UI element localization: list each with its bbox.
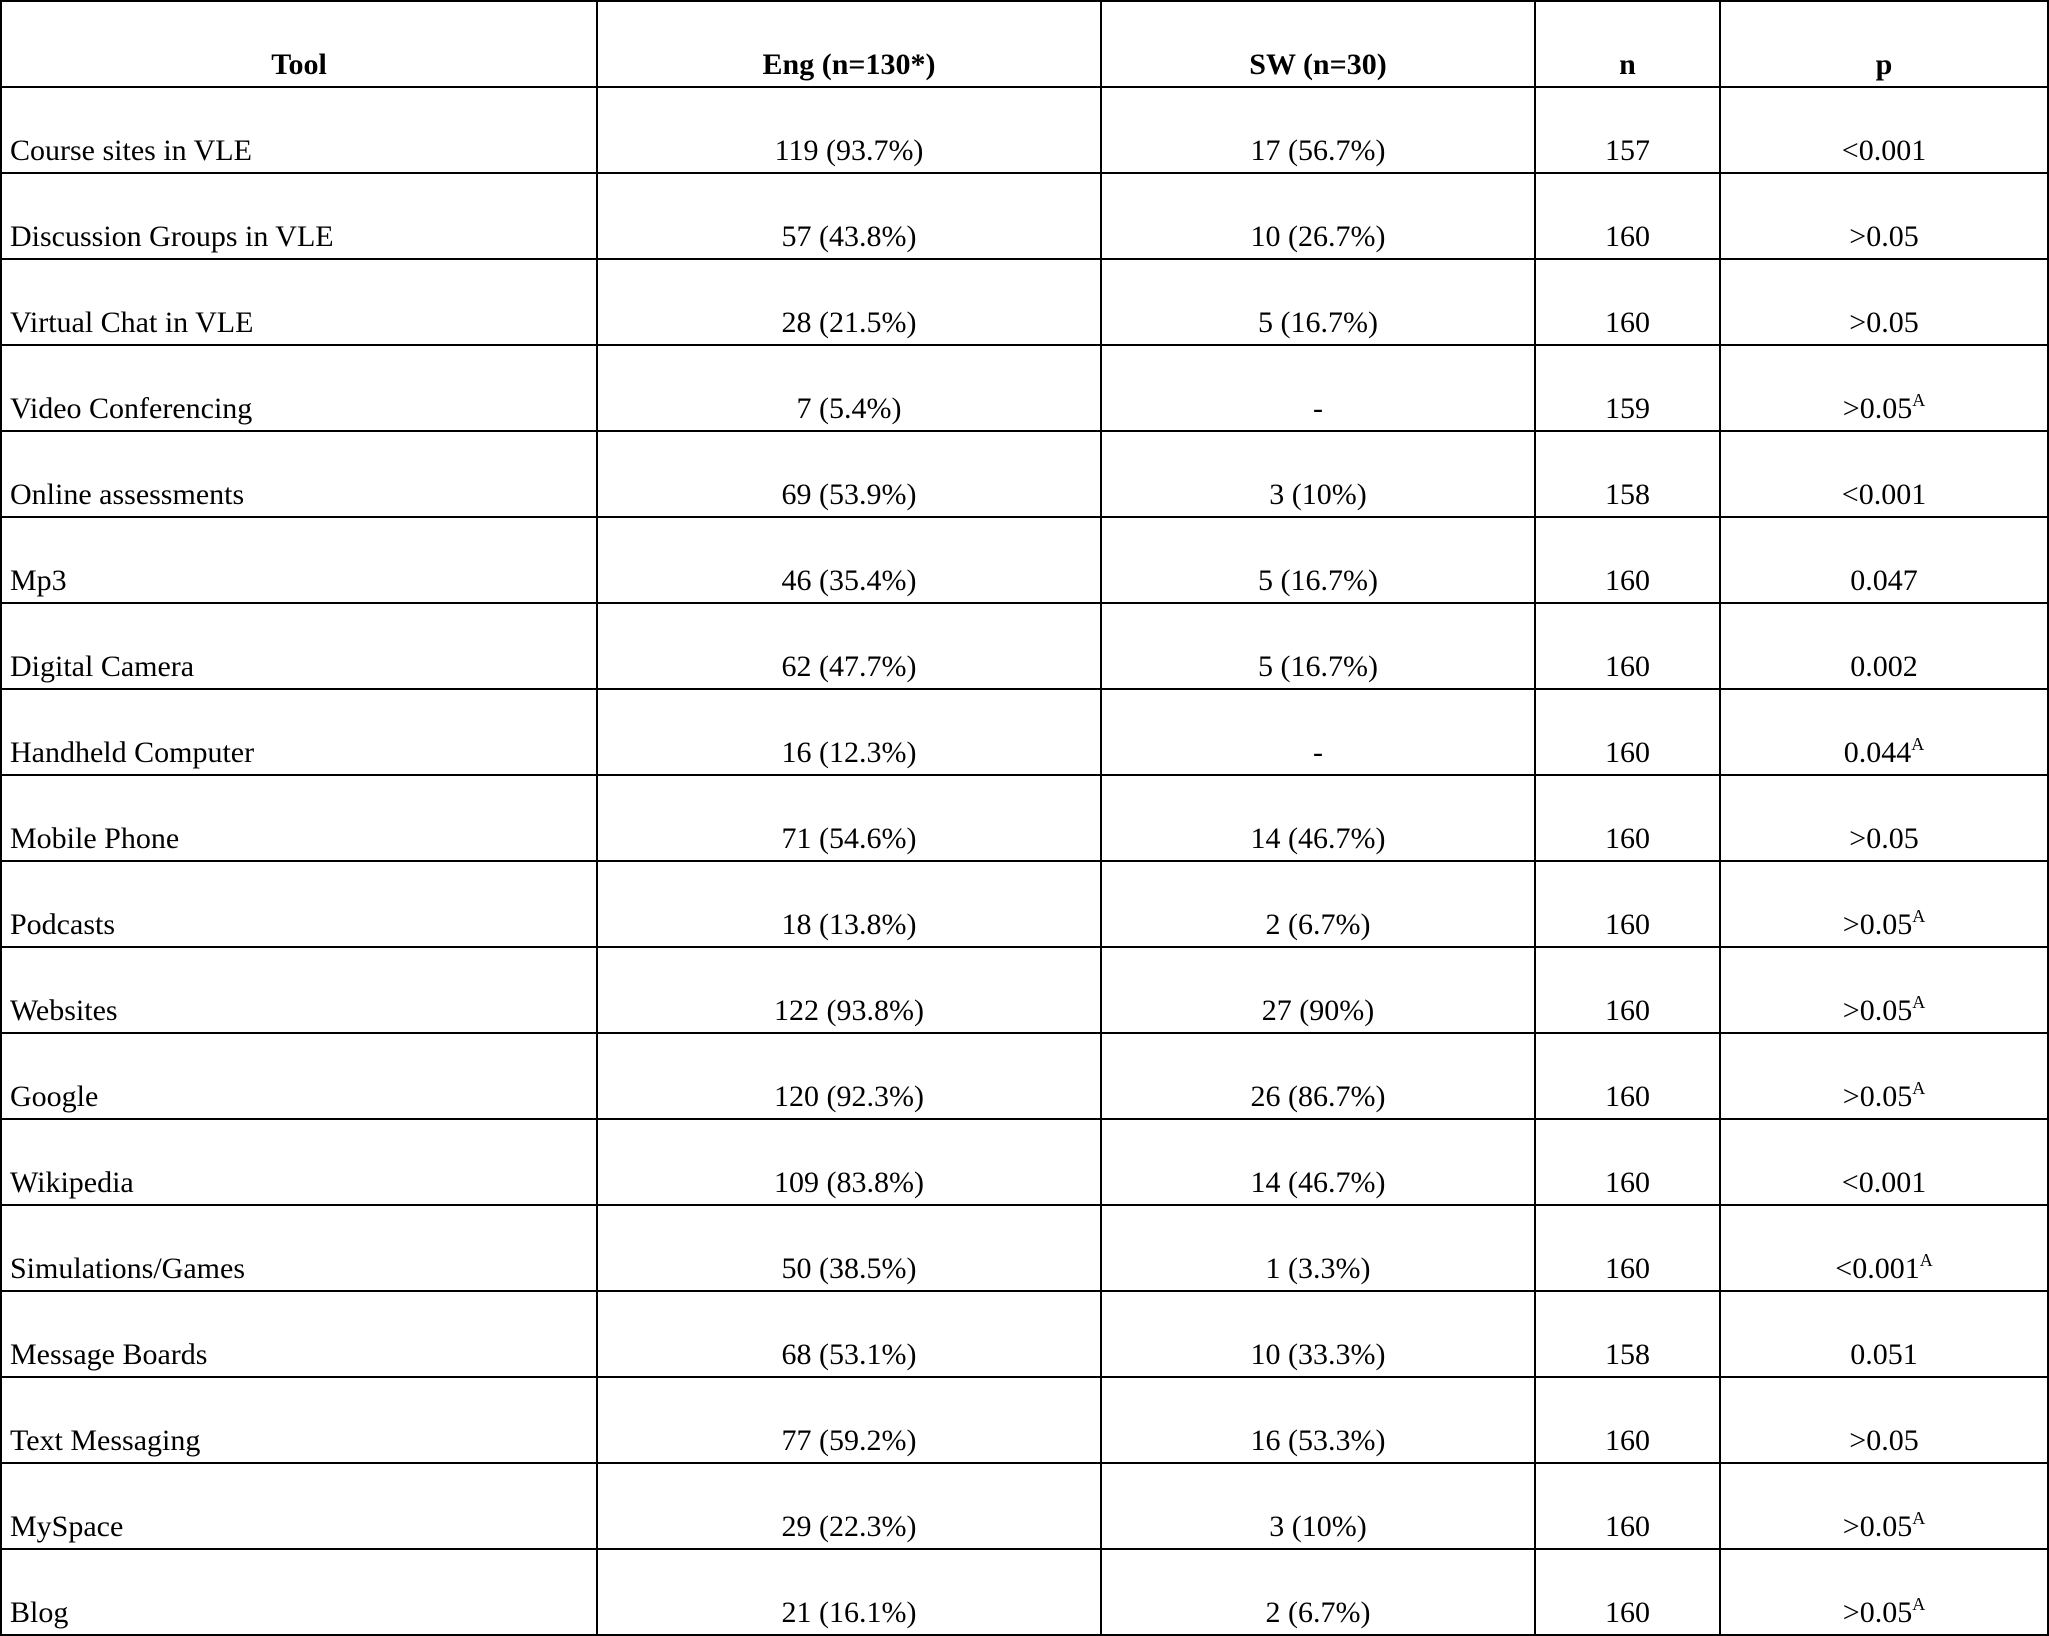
cell-eng-text: 57 (43.8%) (781, 220, 917, 253)
cell-tool-text: MySpace (10, 1510, 124, 1543)
cell-tool (1, 689, 597, 775)
cell-sw-text: 3 (10%) (1269, 1510, 1367, 1543)
cell-p-text: <0.001 (1841, 478, 1927, 511)
cell-eng-text: 120 (92.3%) (774, 1080, 924, 1113)
cell-sw (1101, 345, 1535, 431)
cell-sw (1101, 259, 1535, 345)
cell-sw (1101, 1549, 1535, 1635)
cell-tool-text: Course sites in VLE (10, 134, 252, 167)
footnote-mark: A (1912, 1078, 1926, 1098)
table-body (1, 87, 2048, 1635)
cell-n (1535, 1119, 1720, 1205)
cell-sw (1101, 689, 1535, 775)
cell-eng (597, 1463, 1101, 1549)
cell-eng-text: 68 (53.1%) (781, 1338, 917, 1371)
table-row (1, 1119, 2048, 1205)
cell-tool-text: Discussion Groups in VLE (10, 220, 334, 253)
cell-p (1720, 259, 2048, 345)
table-row (1, 173, 2048, 259)
cell-p-text: 0.047 (1850, 564, 1918, 597)
cell-sw-text: 17 (56.7%) (1250, 134, 1386, 167)
cell-n (1535, 173, 1720, 259)
table-row (1, 1549, 2048, 1635)
footnote-mark: A (1912, 1594, 1926, 1614)
cell-n-text: 160 (1605, 564, 1650, 597)
cell-p-text: >0.05 (1842, 994, 1913, 1027)
cell-p (1720, 1463, 2048, 1549)
cell-sw (1101, 1463, 1535, 1549)
cell-tool (1, 87, 597, 173)
cell-p-text: >0.05 (1842, 908, 1913, 941)
cell-eng (597, 431, 1101, 517)
cell-eng-text: 119 (93.7%) (774, 134, 924, 167)
cell-n (1535, 689, 1720, 775)
cell-sw (1101, 431, 1535, 517)
cell-n (1535, 1377, 1720, 1463)
cell-tool (1, 173, 597, 259)
cell-eng-text: 16 (12.3%) (781, 736, 917, 769)
cell-sw-text: - (1313, 736, 1323, 769)
cell-eng-text: 46 (35.4%) (781, 564, 917, 597)
cell-n-text: 160 (1605, 1080, 1650, 1113)
cell-eng (597, 689, 1101, 775)
cell-eng (597, 603, 1101, 689)
cell-sw (1101, 1119, 1535, 1205)
cell-tool (1, 1549, 597, 1635)
cell-tool-text: Simulations/Games (10, 1252, 245, 1285)
cell-sw-text: 26 (86.7%) (1250, 1080, 1386, 1113)
cell-n (1535, 861, 1720, 947)
table-row (1, 1291, 2048, 1377)
cell-n-text: 160 (1605, 736, 1650, 769)
cell-eng-text: 50 (38.5%) (781, 1252, 917, 1285)
footnote-mark: A (1912, 906, 1926, 926)
cell-eng (597, 345, 1101, 431)
cell-p (1720, 689, 2048, 775)
table-row (1, 1033, 2048, 1119)
table-row (1, 87, 2048, 173)
cell-eng-text: 109 (83.8%) (774, 1166, 924, 1199)
table-row (1, 259, 2048, 345)
cell-n-text: 159 (1605, 392, 1650, 425)
cell-sw-text: 14 (46.7%) (1250, 822, 1386, 855)
cell-tool (1, 1291, 597, 1377)
cell-tool (1, 603, 597, 689)
footnote-mark: A (1912, 390, 1926, 410)
cell-eng (597, 173, 1101, 259)
table-row (1, 947, 2048, 1033)
cell-p (1720, 775, 2048, 861)
cell-sw (1101, 1291, 1535, 1377)
cell-tool (1, 1205, 597, 1291)
cell-sw-text: 16 (53.3%) (1250, 1424, 1386, 1457)
cell-p (1720, 861, 2048, 947)
cell-tool-text: Google (10, 1080, 99, 1113)
table-row (1, 431, 2048, 517)
cell-n (1535, 259, 1720, 345)
cell-sw (1101, 173, 1535, 259)
cell-eng (597, 1291, 1101, 1377)
cell-eng-text: 122 (93.8%) (774, 994, 924, 1027)
cell-sw (1101, 517, 1535, 603)
cell-tool-text: Websites (10, 994, 118, 1027)
cell-sw (1101, 861, 1535, 947)
cell-sw (1101, 87, 1535, 173)
cell-n-text: 160 (1605, 822, 1650, 855)
cell-n (1535, 1463, 1720, 1549)
cell-tool-text: Video Conferencing (10, 392, 253, 425)
cell-tool (1, 1463, 597, 1549)
table-row (1, 345, 2048, 431)
cell-sw (1101, 603, 1535, 689)
cell-n-text: 157 (1605, 134, 1650, 167)
cell-eng (597, 259, 1101, 345)
cell-p-text: 0.002 (1850, 650, 1918, 683)
cell-tool (1, 861, 597, 947)
cell-p (1720, 1119, 2048, 1205)
table-row (1, 689, 2048, 775)
cell-sw-text: 10 (33.3%) (1250, 1338, 1386, 1371)
cell-p-text: 0.044 (1843, 736, 1912, 769)
cell-n (1535, 1549, 1720, 1635)
cell-tool-text: Text Messaging (10, 1424, 201, 1457)
cell-eng-text: 69 (53.9%) (781, 478, 917, 511)
cell-sw-text: 14 (46.7%) (1250, 1166, 1386, 1199)
cell-p-text: >0.05 (1842, 1080, 1913, 1113)
cell-n (1535, 603, 1720, 689)
cell-eng (597, 861, 1101, 947)
cell-tool-text: Digital Camera (10, 650, 195, 683)
footnote-mark: A (1911, 734, 1925, 754)
cell-p (1720, 603, 2048, 689)
cell-sw-text: 5 (16.7%) (1258, 306, 1378, 339)
cell-sw-text: 2 (6.7%) (1265, 908, 1371, 941)
cell-p-text: >0.05 (1849, 306, 1919, 339)
cell-tool (1, 345, 597, 431)
cell-p (1720, 517, 2048, 603)
cell-tool (1, 775, 597, 861)
cell-eng (597, 1377, 1101, 1463)
cell-eng (597, 517, 1101, 603)
table-row (1, 775, 2048, 861)
cell-tool-text: Handheld Computer (10, 736, 255, 769)
cell-p (1720, 87, 2048, 173)
cell-p-text: >0.05 (1849, 1424, 1919, 1457)
footnote-mark: A (1912, 1508, 1926, 1528)
cell-p-text: <0.001 (1835, 1252, 1920, 1285)
cell-n (1535, 1205, 1720, 1291)
cell-tool-text: Podcasts (10, 908, 115, 941)
cell-tool-text: Online assessments (10, 478, 245, 511)
cell-tool (1, 431, 597, 517)
cell-tool-text: Virtual Chat in VLE (10, 306, 254, 339)
footnote-mark: A (1919, 1250, 1933, 1270)
cell-eng (597, 1119, 1101, 1205)
cell-n (1535, 345, 1720, 431)
table-row (1, 861, 2048, 947)
cell-sw (1101, 1205, 1535, 1291)
cell-n-text: 158 (1605, 1338, 1650, 1371)
table-row (1, 1377, 2048, 1463)
cell-tool-text: Wikipedia (10, 1166, 134, 1199)
cell-tool (1, 259, 597, 345)
cell-n (1535, 517, 1720, 603)
cell-p (1720, 1377, 2048, 1463)
cell-sw-text: 2 (6.7%) (1265, 1596, 1371, 1629)
cell-n-text: 160 (1605, 1252, 1650, 1285)
cell-n (1535, 947, 1720, 1033)
cell-n (1535, 431, 1720, 517)
cell-eng (597, 1033, 1101, 1119)
header-row (1, 1, 2048, 87)
cell-sw (1101, 775, 1535, 861)
cell-p (1720, 1033, 2048, 1119)
header-p: p (1720, 1, 2048, 87)
cell-n-text: 160 (1605, 1424, 1650, 1457)
cell-p (1720, 1205, 2048, 1291)
cell-p (1720, 173, 2048, 259)
cell-p-text: <0.001 (1841, 1166, 1927, 1199)
table-row (1, 1205, 2048, 1291)
cell-n-text: 160 (1605, 650, 1650, 683)
cell-n-text: 160 (1605, 306, 1650, 339)
cell-eng-text: 18 (13.8%) (781, 908, 917, 941)
cell-p-text: >0.05 (1849, 220, 1919, 253)
cell-p-text: >0.05 (1842, 1510, 1913, 1543)
cell-tool (1, 517, 597, 603)
cell-sw-text: 3 (10%) (1269, 478, 1367, 511)
cell-sw-text: 5 (16.7%) (1258, 650, 1378, 683)
cell-tool-text: Mp3 (10, 564, 67, 597)
cell-eng (597, 1205, 1101, 1291)
cell-eng-text: 29 (22.3%) (781, 1510, 917, 1543)
cell-n-text: 158 (1605, 478, 1650, 511)
cell-n (1535, 775, 1720, 861)
cell-n-text: 160 (1605, 1510, 1650, 1543)
cell-p (1720, 947, 2048, 1033)
cell-tool-text: Blog (10, 1596, 69, 1629)
cell-sw (1101, 947, 1535, 1033)
cell-sw (1101, 1377, 1535, 1463)
cell-n-text: 160 (1605, 994, 1650, 1027)
header-sw: SW (n=30) (1101, 1, 1535, 87)
cell-eng (597, 775, 1101, 861)
cell-p (1720, 1549, 2048, 1635)
footnote-mark: A (1912, 992, 1926, 1012)
cell-n-text: 160 (1605, 1596, 1650, 1629)
cell-sw-text: 5 (16.7%) (1258, 564, 1378, 597)
cell-p-text: >0.05 (1849, 822, 1919, 855)
cell-sw-text: 1 (3.3%) (1265, 1252, 1371, 1285)
header-eng: Eng (n=130*) (597, 1, 1101, 87)
cell-p-text: <0.001 (1841, 134, 1927, 167)
cell-eng (597, 947, 1101, 1033)
cell-p-text: >0.05 (1842, 392, 1913, 425)
cell-eng-text: 71 (54.6%) (781, 822, 917, 855)
cell-eng-text: 21 (16.1%) (781, 1596, 917, 1629)
cell-n-text: 160 (1605, 220, 1650, 253)
cell-tool-text: Message Boards (10, 1338, 208, 1371)
cell-eng (597, 1549, 1101, 1635)
cell-p (1720, 1291, 2048, 1377)
cell-sw-text: 27 (90%) (1261, 994, 1375, 1027)
header-n: n (1535, 1, 1720, 87)
cell-tool (1, 947, 597, 1033)
cell-eng-text: 77 (59.2%) (781, 1424, 917, 1457)
table-row (1, 1463, 2048, 1549)
cell-p-text: 0.051 (1850, 1338, 1918, 1371)
cell-p-text: >0.05 (1842, 1596, 1913, 1629)
cell-tool (1, 1119, 597, 1205)
table-row (1, 517, 2048, 603)
cell-n (1535, 87, 1720, 173)
cell-n (1535, 1291, 1720, 1377)
cell-tool (1, 1377, 597, 1463)
cell-sw-text: - (1313, 392, 1323, 425)
cell-eng-text: 28 (21.5%) (781, 306, 917, 339)
table-row (1, 603, 2048, 689)
cell-tool (1, 1033, 597, 1119)
cell-sw (1101, 1033, 1535, 1119)
cell-p (1720, 431, 2048, 517)
cell-eng-text: 62 (47.7%) (781, 650, 917, 683)
cell-sw-text: 10 (26.7%) (1250, 220, 1386, 253)
cell-p (1720, 345, 2048, 431)
cell-tool-text: Mobile Phone (10, 822, 180, 855)
cell-eng-text: 7 (5.4%) (796, 392, 902, 425)
cell-eng (597, 87, 1101, 173)
header-tool: Tool (1, 1, 597, 87)
cell-n (1535, 1033, 1720, 1119)
cell-n-text: 160 (1605, 908, 1650, 941)
cell-n-text: 160 (1605, 1166, 1650, 1199)
